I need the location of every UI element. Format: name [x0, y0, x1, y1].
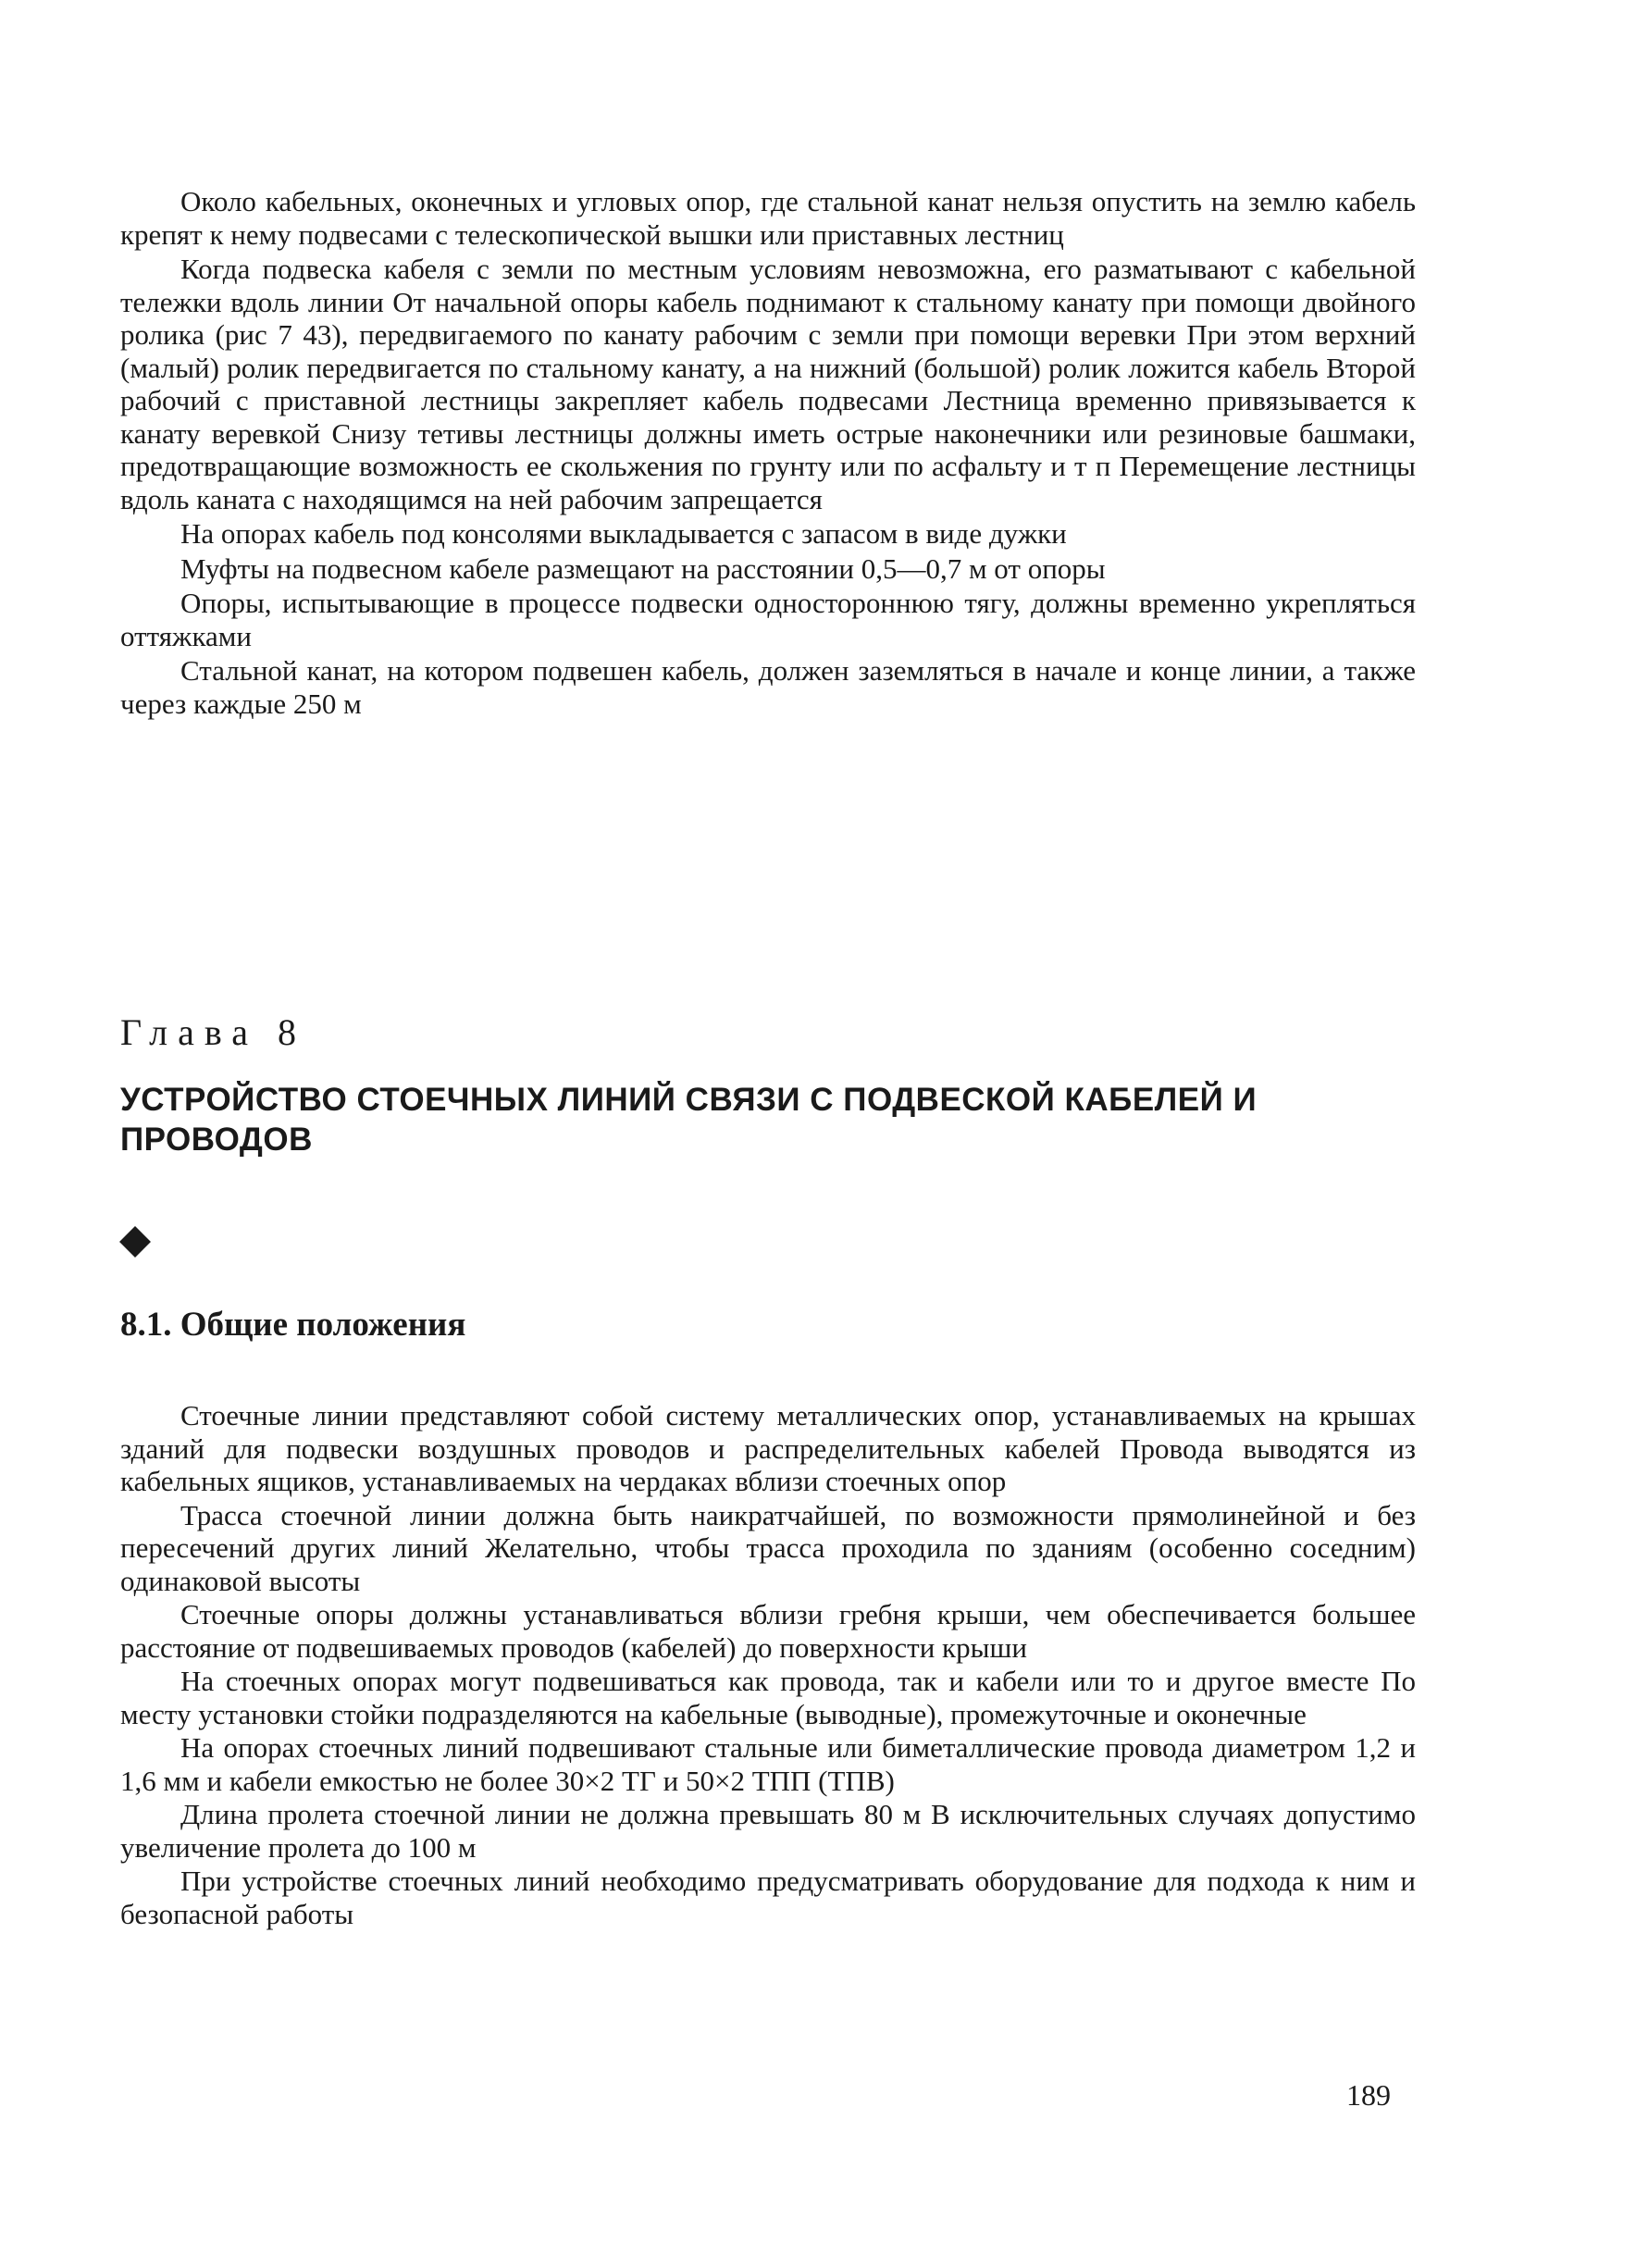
paragraph: На опорах стоечных линий подвешивают стальные или биметаллические провода диаметром 1,2 и 1,6 мм и кабели емкостью не более 30×2 ТГ и 50×2 ТПП (ТПВ) [120, 1731, 1416, 1797]
paragraph: Около кабельных, оконечных и угловых опор, где стальной канат нельзя опустить на землю кабель крепят к нему подвесами с телескопической вышки или приставных лестниц [120, 185, 1416, 251]
top-text-block [120, 185, 1416, 720]
section-title: 8.1. Общие положения [120, 1306, 466, 1344]
paragraph: При устройстве стоечных линий необходимо предусматривать оборудование для подхода к ним и безопасной работы [120, 1865, 1416, 1930]
page-number: 189 [1346, 2078, 1391, 2112]
paragraph: Длина пролета стоечной линии не должна превышать 80 м В исключительных случаях допустимо увеличение пролета до 100 м [120, 1798, 1416, 1864]
paragraph: Муфты на подвесном кабеле размещают на расстоянии 0,5—0,7 м от опоры [180, 552, 1106, 585]
paragraph: Стальной канат, на котором подвешен кабель, должен заземляться в начале и конце линии, а также через каждые 250 м [120, 654, 1416, 720]
paragraph: На опорах кабель под консолями выкладывается с запасом в виде дужки [180, 517, 1067, 550]
section-text-block [120, 1399, 1416, 1930]
paragraph: Стоечные линии представляют собой систему металлических опор, устанавливаемых на крышах зданий для подвески воздушных проводов и распределительных кабелей Провода выводятся из кабельных ящиков, устанавливаемых на чердаках вблизи стоечных опор [120, 1399, 1416, 1497]
diamond-ornament-icon [120, 1229, 146, 1255]
chapter-label: Глава 8 [120, 1011, 306, 1053]
paragraph: На стоечных опорах могут подвешиваться как провода, так и кабели или то и другое вместе По месту установки стойки подразделяются на кабельные (выводные), промежуточные и оконечные [120, 1665, 1416, 1730]
paragraph: Стоечные опоры должны устанавливаться вблизи гребня крыши, чем обеспечивается большее расстояние от подвешиваемых проводов (кабелей) до поверхности крыши [120, 1598, 1416, 1664]
paragraph: Когда подвеска кабеля с земли по местным условиям невозможна, его разматывают с кабельной тележки вдоль линии От начальной опоры кабель поднимают к стальному канату при помощи двойного ролика (рис 7 43), передвигаемого по канату рабочим с земли при помощи веревки При этом верхний (малый) ролик передвигается по стальному канату, а на нижний (большой) ролик ложится кабель Второй рабочий с приставной лестницы закрепляет кабель подвесами Лестница временно привязывается к канату веревкой Снизу тетивы лестницы должны иметь острые наконечники или резиновые башмаки, предотвращающие возможность ее скольжения по грунту или по асфальту и т п Перемещение лестницы вдоль каната с находящимся на ней рабочим запрещается [120, 253, 1416, 515]
paragraph: Трасса стоечной линии должна быть наикратчайшей, по возможности прямолинейной и без пересечений других линий Желательно, чтобы трасса проходила по зданиям (особенно соседним) одинаковой высоты [120, 1498, 1416, 1597]
chapter-title: УСТРОЙСТВО СТОЕЧНЫХ ЛИНИЙ СВЯЗИ С ПОДВЕСКОЙ КАБЕЛЕЙ И ПРОВОДОВ [120, 1082, 1258, 1158]
paragraph: Опоры, испытывающие в процессе подвески одностороннюю тягу, должны временно укрепляться оттяжками [120, 587, 1416, 652]
